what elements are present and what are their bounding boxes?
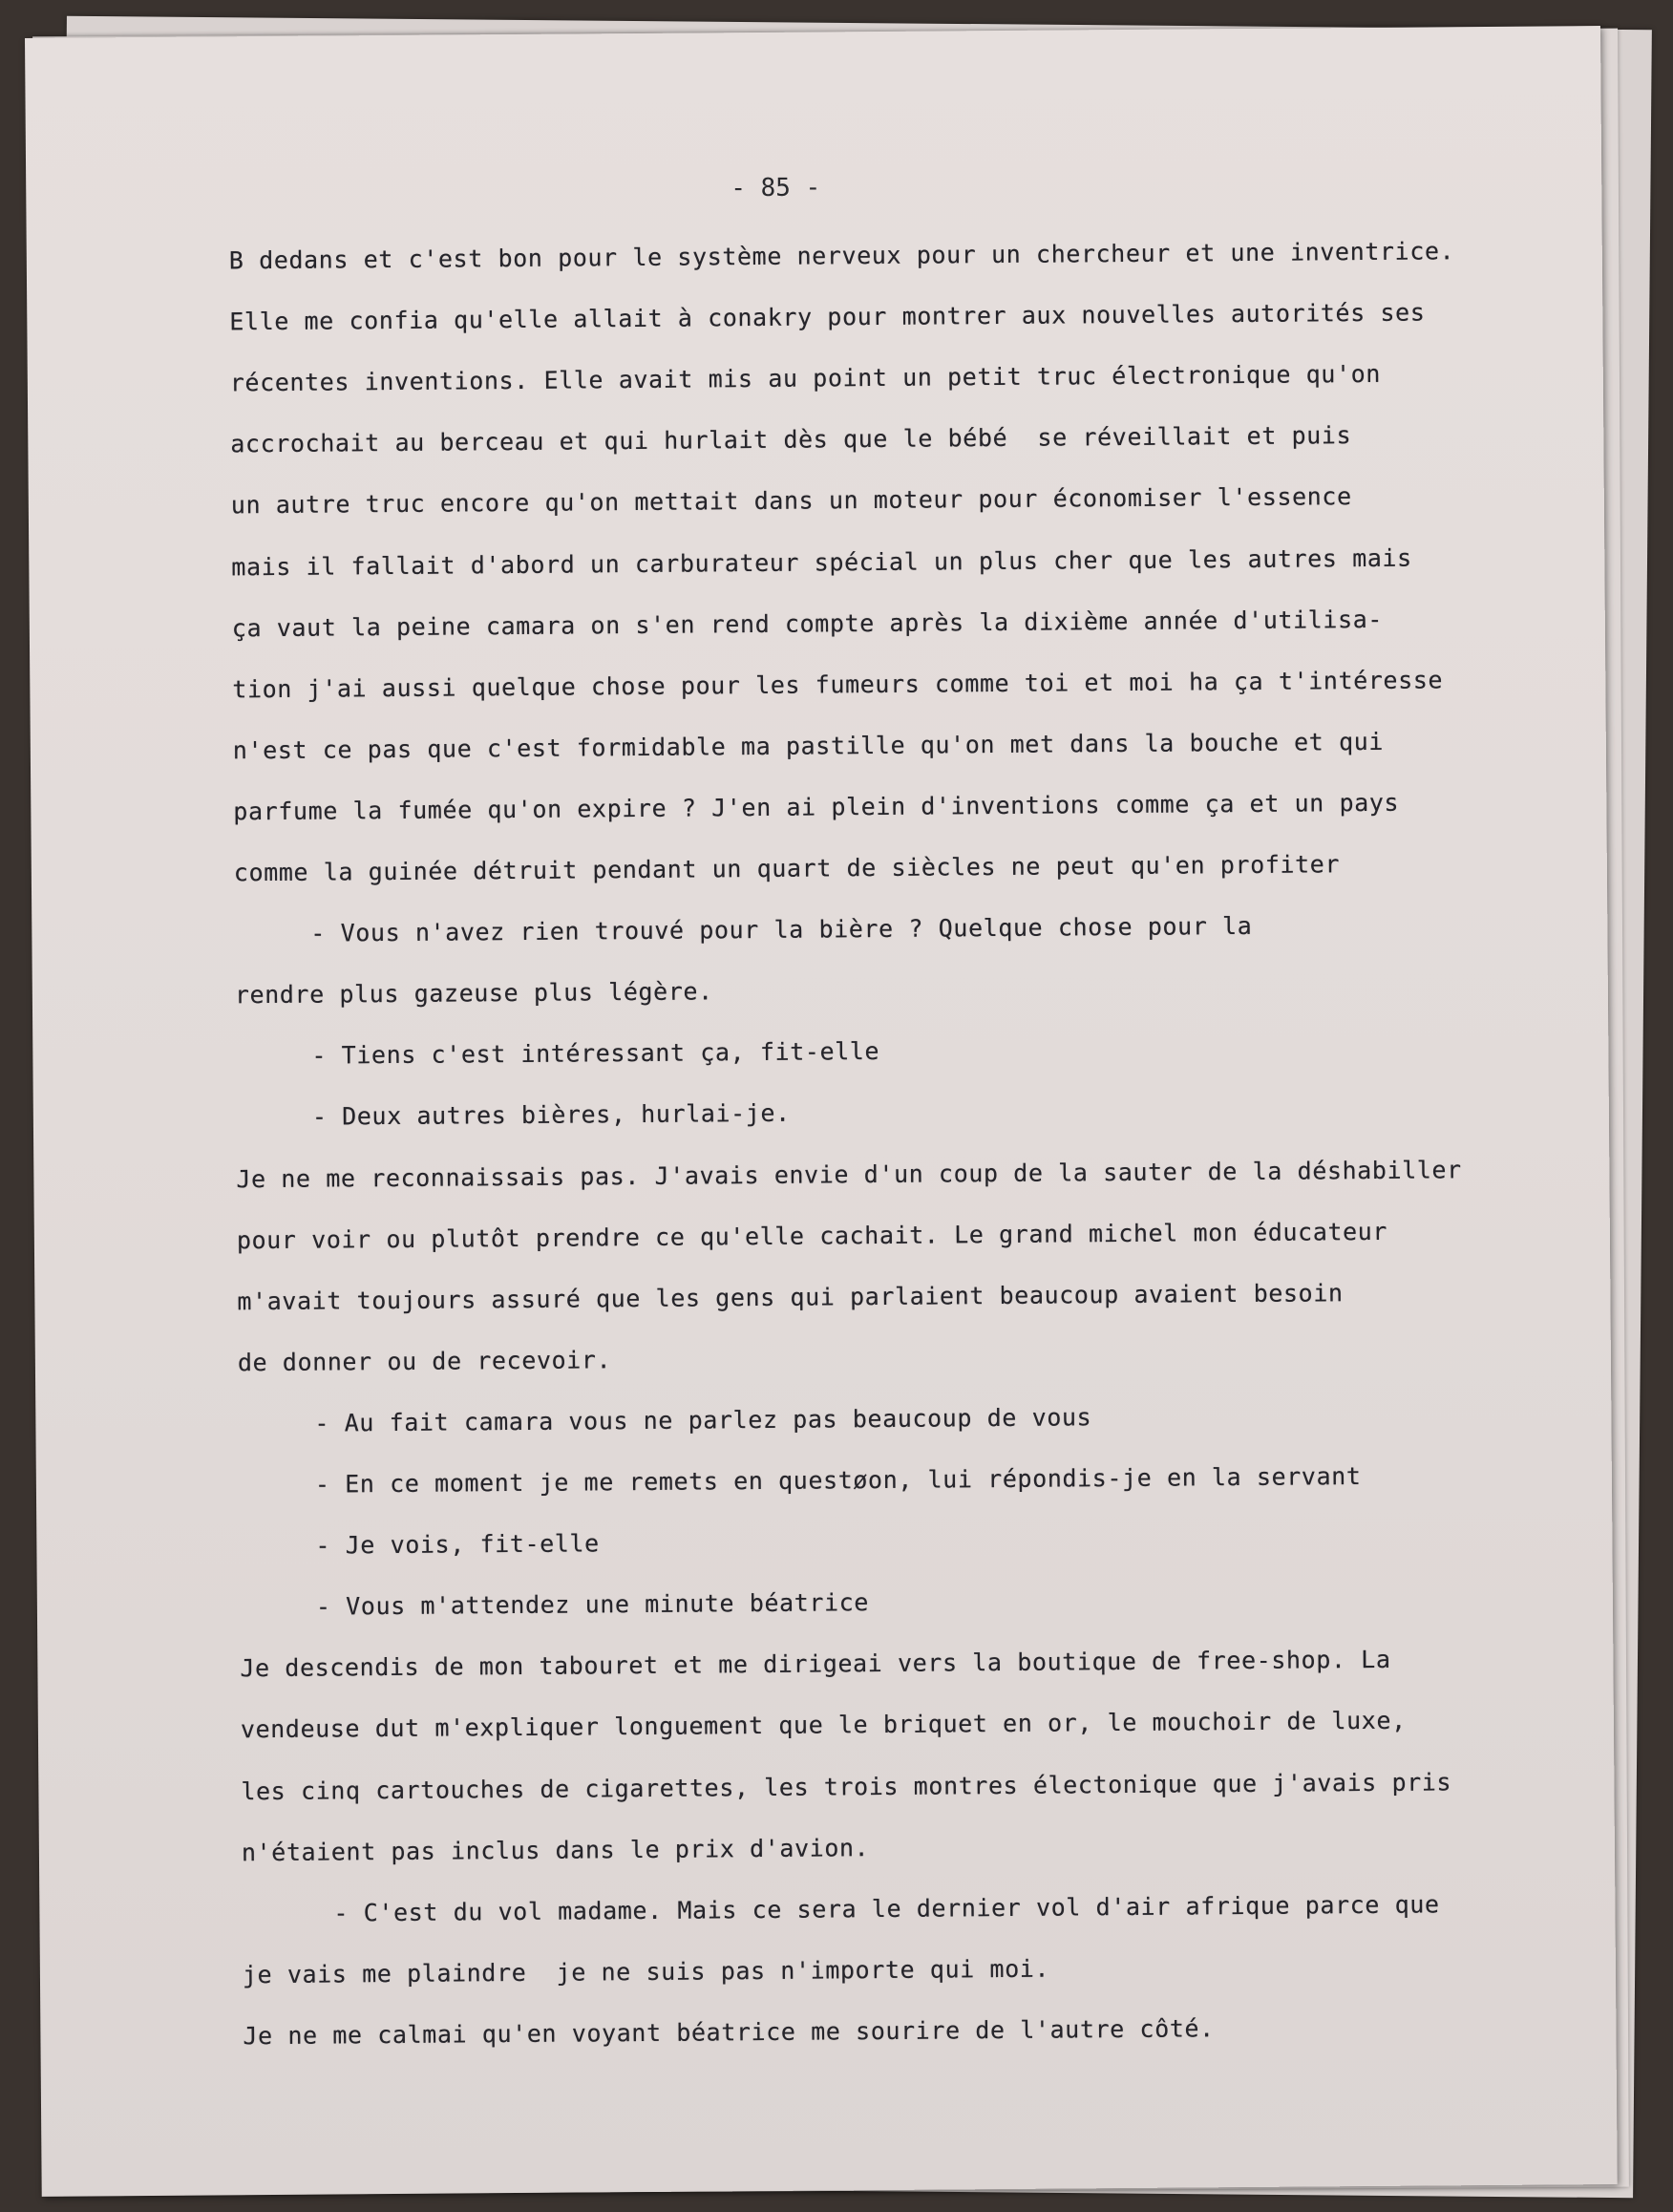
- text-line: rendre plus gazeuse plus légère.: [234, 977, 713, 1010]
- text-line: Je ne me calmai qu'en voyant béatrice me sourire de l'autre côté.: [243, 2014, 1215, 2051]
- text-line: accrochait au berceau et qui hurlait dès que le bébé se réveillait et puis: [230, 421, 1352, 458]
- text-line: Je descendis de mon tabouret et me dirigeai vers la boutique de free-shop. La: [240, 1646, 1391, 1683]
- text-line: je vais me plaindre je ne suis pas n'importe qui moi.: [242, 1954, 1050, 1989]
- text-line: un autre truc encore qu'on mettait dans un moteur pour économiser l'essence: [230, 482, 1352, 520]
- text-line: mais il fallait d'abord un carburateur spécial un plus cher que les autres mais: [231, 543, 1412, 581]
- text-line: - Vous m'attendez une minute béatrice: [315, 1588, 870, 1621]
- text-line: B dedans et c'est bon pour le système nerveux pour un chercheur et une inventrice.: [228, 237, 1455, 275]
- text-line: de donner ou de recevoir.: [237, 1346, 612, 1377]
- typewritten-page: [25, 26, 1618, 2197]
- text-line: - Deux autres bières, hurlai-je.: [311, 1099, 791, 1132]
- text-line: - Tiens c'est intéressant ça, fit-elle: [311, 1037, 880, 1070]
- text-line: pour voir ou plutôt prendre ce qu'elle cachait. Le grand michel mon éducateur: [236, 1217, 1388, 1254]
- text-line: les cinq cartouches de cigarettes, les trois montres électonique que j'avais pris: [241, 1767, 1452, 1805]
- text-line: Elle me confia qu'elle allait à conakry pour montrer aux nouvelles autorités ses: [229, 298, 1426, 336]
- text-line: - C'est du vol madame. Mais ce sera le dernier vol d'air afrique parce que: [333, 1890, 1440, 1927]
- page-body-text: [228, 236, 1585, 2051]
- text-line: ça vaut la peine camara on s'en rend compte après la dixième année d'utilisa-: [231, 605, 1384, 642]
- text-line: vendeuse dut m'expliquer longuement que le briquet en or, le mouchoir de luxe,: [240, 1707, 1407, 1744]
- text-line: n'est ce pas que c'est formidable ma pastille qu'on met dans la bouche et qui: [232, 727, 1385, 765]
- text-line: tion j'ai aussi quelque chose pour les fumeurs comme toi et moi ha ça t'intéresse: [232, 666, 1444, 704]
- text-line: parfume la fumée qu'on expire ? J'en ai plein d'inventions comme ça et un pays: [233, 788, 1400, 826]
- text-line: Je ne me reconnaissais pas. J'avais envie d'un coup de la sauter de la déshabiller: [236, 1155, 1462, 1193]
- text-line: m'avait toujours assuré que les gens qui parlaient beaucoup avaient besoin: [237, 1278, 1344, 1315]
- text-line: - En ce moment je me remets en questøon, lui répondis-je en la servant: [314, 1462, 1362, 1499]
- text-line: récentes inventions. Elle avait mis au point un petit truc électronique qu'on: [229, 360, 1382, 397]
- text-line: - Vous n'avez rien trouvé pour la bière ? Quelque chose pour la: [310, 912, 1253, 947]
- page-number: - 85 -: [731, 173, 821, 203]
- text-line: - Je vois, fit-elle: [315, 1529, 600, 1560]
- text-line: n'étaient pas inclus dans le prix d'avion.: [241, 1833, 870, 1866]
- text-line: - Au fait camara vous ne parlez pas beaucoup de vous: [314, 1403, 1092, 1437]
- text-line: comme la guinée détruit pendant un quart de siècles ne peut qu'en profiter: [233, 850, 1341, 887]
